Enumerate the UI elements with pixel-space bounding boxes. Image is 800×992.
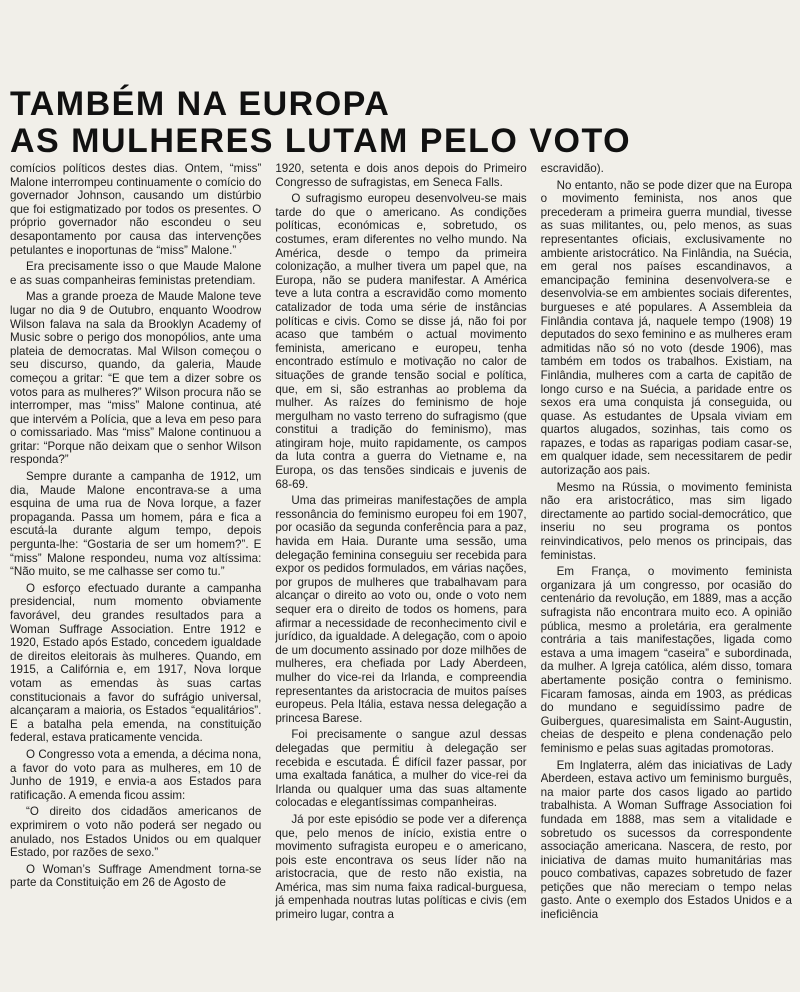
paragraph: Mesmo na Rússia, o movimento feminista não era aristocrático, mas sim ligado directamente ao partido social-democrático, que inseriu no seu programa os pontos reinvindicativos, pelo menos os principais, das feministas. [540, 480, 792, 562]
paragraph: O Woman’s Suffrage Amendment torna-se parte da Constituição em 26 de Agosto de [10, 862, 262, 890]
paragraph: escravidão). [540, 162, 604, 175]
headline [10, 86, 790, 160]
column-1 [10, 162, 261, 988]
paragraph: Sempre durante a campanha de 1912, um dia, Maude Malone encontrava-se a uma esquina de uma rua de Nova Iorque, a fazer propaganda. Passa um homem, pára e fica a escutá-la durante algum tempo, depois pergunta-lhe: “Gostaria de ser um homem?”. E “miss” Malone respondeu, numa voz altíssima: “Não muito, se me calhasse ser como tu.” [10, 470, 262, 579]
paragraph: O sufragismo europeu desenvolveu-se mais tarde do que o americano. As condições políticas, económicas e, sobretudo, os costumes, eram diferentes no velho mundo. Na América, desde o tempo da primeira colonização, a mulher tivera um papel que, na Europa, não se pudera manifestar. A América teve a luta contra a escravidão como momento catalizador de toda uma série de instâncias políticas e civis. Como se disse já, não foi por acaso que também o actual movimento feminista, americano e europeu, tenha encontrado estímulo e motivação no calor de situações de grande tensão social e política, que, em si, são estranhas ao problema da mulher. As raízes do feminismo de hoje mergulham no vasto terreno do sufragismo (que constitui a tradição do feminismo), mas atingiram hoje, muito rapidamente, os campos da luta contra a guerra do Vietname e, na Europa, os das tensões sindicais e juvenis de 68-69. [275, 192, 527, 491]
paragraph: comícios políticos destes dias. Ontem, “miss” Malone interrompeu continuamente o comício do governador Johnson, causando um distúrbio que foi estigmatizado por todos os presentes. O próprio governador não escondeu o seu desapontamento por causa das intervenções petulantes e inoportunas de “miss” Malone.” [10, 162, 262, 257]
paragraph: Em França, o movimento feminista organizara já um congresso, por ocasião do centenário da revolução, em 1889, mas a acção sufragista não encontrara muito eco. A opinião pública, mesmo a proletária, era geralmente contrária a tais manifestações, ligada como estava a uma imagem “caseira” e subordinada, da mulher. A Igreja católica, além disso, tomara abertamente posição contra o feminismo. Ficaram famosas, ainda em 1903, as prédicas do mundano e seguidíssimo padre de Guibergues, quaresimalista em Saint-Augustin, cheias de despeito e plena condenação pelo feminismo e pelas suas agitadas promotoras. [540, 565, 792, 755]
paragraph: Em Inglaterra, além das iniciativas de Lady Aberdeen, estava activo um feminismo burguês, na maior parte dos casos ligado ao partido trabalhista. A Woman Suffrage Association foi fundada em 1888, mas sem a vitalidade e sobretudo os sucessos da correspondente associação americana. Nascera, de resto, por iniciativa de damas muito humanitárias mas pouco combativas, capazes sobretudo de fazer petições que não mereciam o tempo nelas gasto. Ante o exemplo dos Estados Unidos e a ineficiência [540, 758, 792, 922]
paragraph: No entanto, não se pode dizer que na Europa o movimento feminista, nos anos que precederam a primeira guerra mundial, tivesse as suas militantes, ou, pelo menos, as suas representantes oficiais, exclusivamente no ambiente aristocrático. Na Finlândia, na Suécia, em geral nos países escandinavos, a emancipação feminina desenvolvera-se e desenvolvia-se em ambientes sociais diferentes, burgueses e até populares. A Assembleia da Finlândia contava já, naquele tempo (1908) 19 deputados do sexo feminino e as mulheres eram admitidas não só no voto (desde 1906), mas também em todos os trabalhos. Existiam, na Finlândia, mulheres com a carta de capitão de longo curso e na Suécia, a paridade entre os sexos era uma conquista já conseguida, ou quase. As estudantes de Upsala viviam em quartos alugados, sozinhas, tais como os rapazes, e todas as raparigas podiam casar-se, em qualquer idade, sem necessitarem de pedir autorização aos pais. [540, 178, 792, 478]
paragraph: Já por este episódio se pode ver a diferença que, pelo menos de início, existia entre o movimento sufragista europeu e o americano, pois este encontrava os seus líder não na aristocracia, que de resto não existia, na América, mas sim numa faixa radical-burguesa, já empenhada noutras lutas políticas e civis (em primeiro lugar, contra a [275, 812, 527, 922]
paragraph: Uma das primeiras manifestações de ampla ressonância do feminismo europeu foi em 1907, por ocasião da segunda conferência para a paz, havida em Haia. Durante uma sessão, uma delegação feminina conseguiu ser recebida para expor os pedidos formulados, em várias nações, por grupos de mulheres que trabalhavam para alcançar o direito ao voto ou, onde o voto nem sequer era o direito de todos os homens, para afirmar a necessidade de reconhecimento civil e jurídico, da igualdade. A delegação, com o apoio de um documento assinado por doze milhões de mulheres, era chefiada por Lady Aberdeen, mulher do vice-rei da Irlanda, e compreendia representantes da aristocracia de muitos países europeus. Pela Itália, estava nessa delegação a princesa Barese. [275, 494, 527, 725]
amendment-quote: “O direito dos cidadãos americanos de exprimirem o voto não poderá ser negado ou anulado, nos Estados Unidos ou em qualquer Estado, por razões de sexo.” [10, 805, 262, 860]
paragraph: 1920, setenta e dois anos depois do Primeiro Congresso de sufragistas, em Seneca Falls. [275, 162, 527, 189]
article-columns [10, 162, 792, 988]
column-3 [541, 162, 792, 988]
paragraph: Foi precisamente o sangue azul dessas delegadas que permitiu à delegação ser recebida e escutada. É difícil fazer passar, por uma exaltada fanática, a mulher do vice-rei da Irlanda ou qualquer uma das suas altamente colocadas e elegantíssimas companheiras. [275, 728, 527, 810]
paragraph: Mas a grande proeza de Maude Malone teve lugar no dia 9 de Outubro, enquanto Woodrow Wilson falava na sala da Brooklyn Academy of Music sobre o perigo dos monopólios, ante uma plateia de democratas. Mal Wilson começou o seu discurso, quando, da galeria, Maude começou a gritar: “E que tem a dizer sobre os votos para as mulheres?” Wilson procura não se interromper, mas “miss” Malone continua, até que intervém a Polícia, que a leva em peso para o comissariado. Mas “miss” Malone continuou a gritar: “Porque não deixam que o senhor Wilson responda?” [10, 290, 262, 467]
column-2 [275, 162, 526, 988]
paragraph: O esforço efectuado durante a campanha presidencial, num momento obviamente favorável, deu grandes resultados para a Woman Suffrage Association. Entre 1912 e 1920, Estado após Estado, concedem igualdade de direitos eleitorais às mulheres. Quando, em 1915, a Califórnia e, em 1917, Nova Iorque votam as emendas às suas cartas constitucionais a favor do sufrágio universal, alcançaram a maioria, os Estados “equalitários”. E a batalha pela emenda, na constituição federal, estava praticamente vencida. [10, 581, 262, 745]
paragraph: Era precisamente isso o que Maude Malone e as suas companheiras feministas pretendiam. [10, 260, 262, 287]
headline-line-1: TAMBÉM NA EUROPA [10, 85, 391, 123]
headline-line-2: AS MULHERES LUTAM PELO VOTO [10, 122, 632, 160]
paragraph: O Congresso vota a emenda, a décima nona, a favor do voto para as mulheres, em 10 de Junho de 1919, e envia-a aos Estados para ratificação. A emenda ficou assim: [10, 747, 262, 802]
